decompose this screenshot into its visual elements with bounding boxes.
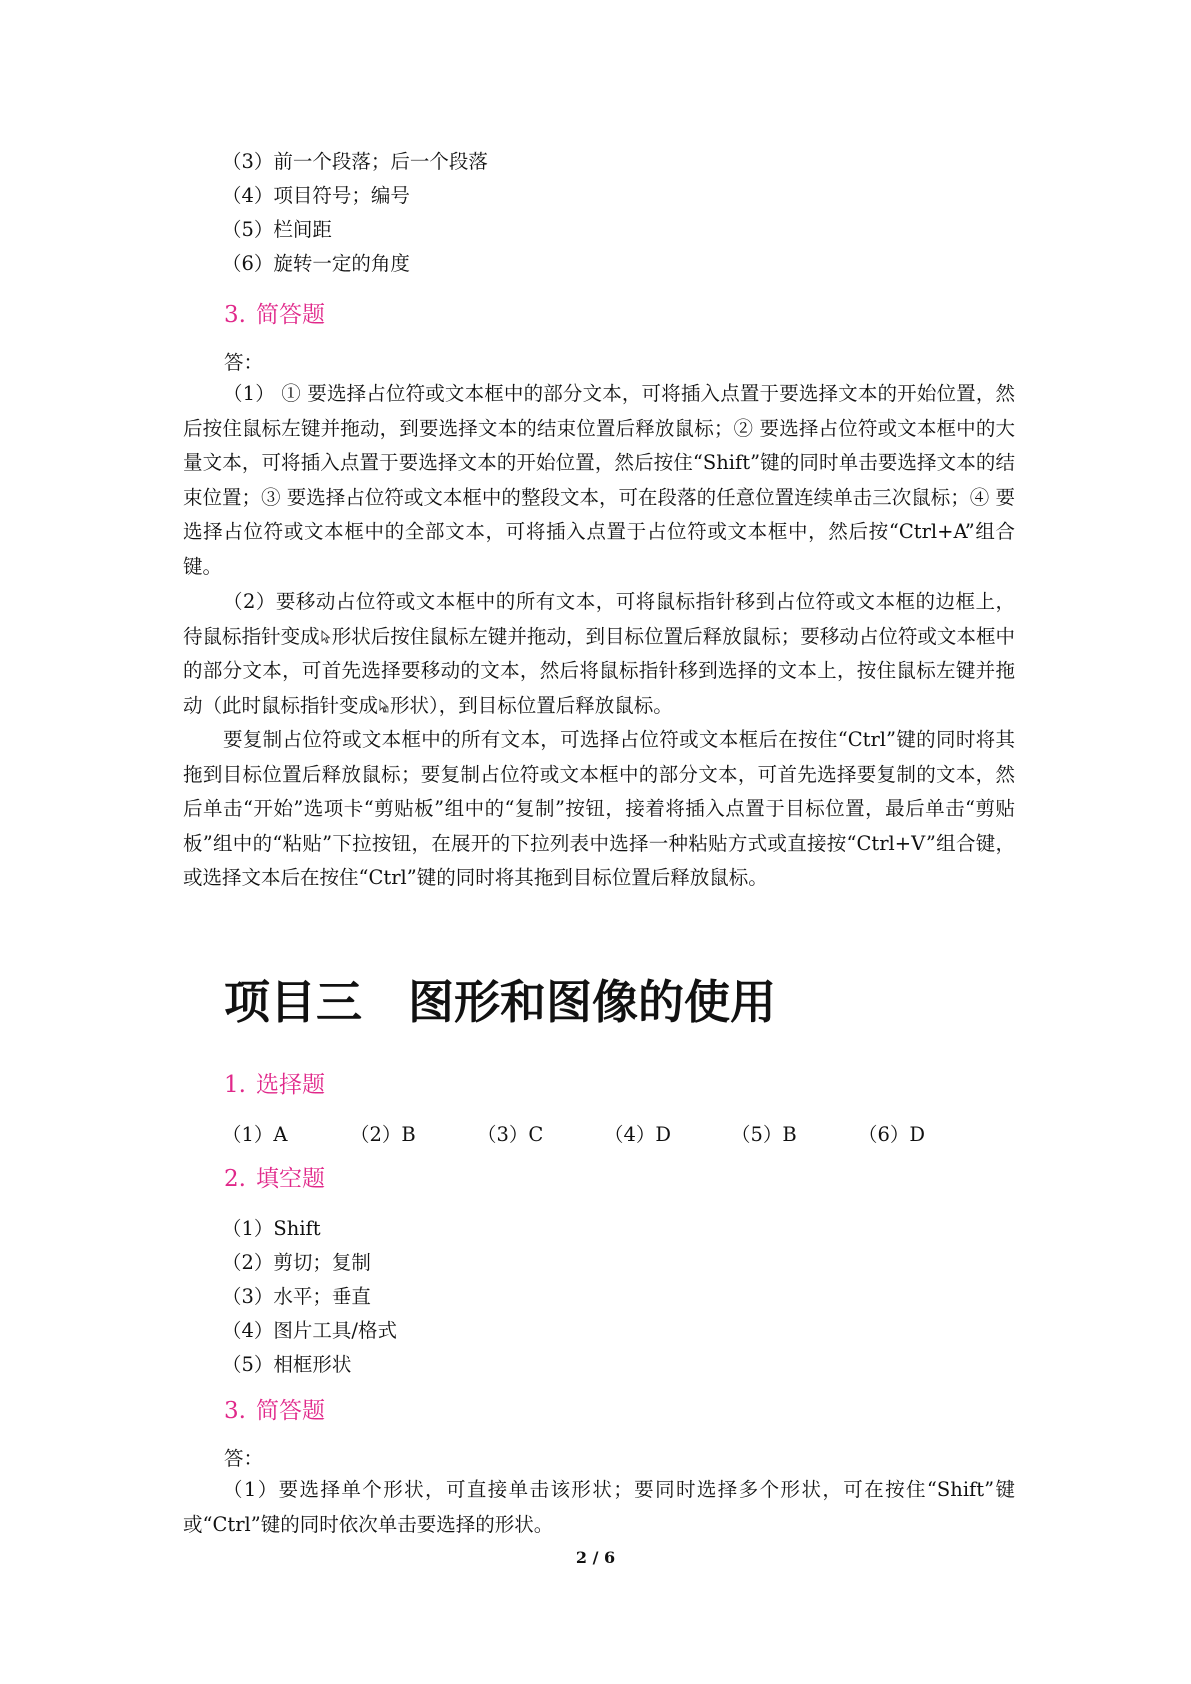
drag-cursor-icon bbox=[379, 699, 389, 713]
list-item: （4）项目符号；编号 bbox=[222, 184, 410, 207]
paragraph-move-text bbox=[183, 585, 1015, 723]
list-item: （1）Shift bbox=[222, 1217, 321, 1240]
section-label: 填空题 bbox=[255, 1166, 325, 1192]
fill-answers-list bbox=[222, 1212, 397, 1382]
list-item: （6）旋转一定的角度 bbox=[222, 252, 410, 275]
answer-label: 答： bbox=[224, 351, 264, 374]
choice-answer: （1）A bbox=[222, 1123, 288, 1146]
choice-answer: （3）C bbox=[477, 1123, 544, 1146]
list-item: （3）前一个段落；后一个段落 bbox=[222, 150, 488, 173]
para-segment: （2）要移动占位符或文本框中的所有文本，可将鼠标指针移到占位符或文本框的边框上，待鼠标指针变成 bbox=[183, 590, 1015, 648]
section-number: 3. bbox=[224, 1398, 246, 1424]
section-heading-fill-blank bbox=[224, 1160, 325, 1193]
paragraph-select-text: （1） ① 要选择占位符或文本框中的部分文本，可将插入点置于要选择文本的开始位置，然后按住鼠标左键并拖动，到要选择文本的结束位置后释放鼠标；② 要选择占位符或文本框中的大量文本，可将插入点置于要选择文本的开始位置，然后按住“Shift”键的同时单击要选择文本的结束位置；③ 要选择占位符或文本框中的整段文本，可在段落的任意位置连续单击三次鼠标；④ 要选择占位符或文本框中的全部文本，可将插入点置于占位符或文本框中，然后按“Ctrl+A”组合键。 bbox=[183, 382, 1015, 578]
page-number: 2 / 6 bbox=[575, 1548, 616, 1567]
section-label: 简答题 bbox=[255, 302, 325, 328]
section-number: 3. bbox=[224, 302, 246, 328]
section-heading-short-answer-2 bbox=[224, 1392, 325, 1425]
choice-answer: （4）D bbox=[604, 1123, 672, 1146]
list-item: （4）图片工具/格式 bbox=[222, 1319, 397, 1342]
answer-label: 答： bbox=[224, 1447, 264, 1470]
section-number: 1. bbox=[224, 1072, 246, 1098]
project-name: 图形和图像的使用 bbox=[408, 975, 776, 1029]
section-label: 选择题 bbox=[255, 1072, 325, 1098]
paragraph-select-shape: （1）要选择单个形状，可直接单击该形状；要同时选择多个形状，可在按住“Shift”键或“Ctrl”键的同时依次单击要选择的形状。 bbox=[183, 1478, 1015, 1536]
project-title bbox=[224, 966, 776, 1032]
choice-answer: （5）B bbox=[731, 1123, 797, 1146]
list-item: （2）剪切；复制 bbox=[222, 1251, 371, 1274]
list-item: （5）栏间距 bbox=[222, 218, 332, 241]
section-heading-short-answer bbox=[224, 296, 325, 329]
paragraph-copy-text: 要复制占位符或文本框中的所有文本，可选择占位符或文本框后在按住“Ctrl”键的同时将其拖到目标位置后释放鼠标；要复制占位符或文本框中的部分文本，可首先选择要复制的文本，然后单击“开始”选项卡“剪贴板”组中的“复制”按钮，接着将插入点置于目标位置，最后单击“剪贴板”组中的“粘贴”下拉按钮，在展开的下拉列表中选择一种粘贴方式或直接按“Ctrl+V”组合键，或选择文本后在按住“Ctrl”键的同时将其拖到目标位置后释放鼠标。 bbox=[183, 728, 1015, 890]
list-item: （5）相框形状 bbox=[222, 1353, 352, 1376]
list-item: （3）水平；垂直 bbox=[222, 1285, 371, 1308]
para-segment: 形状），到目标位置后释放鼠标。 bbox=[390, 693, 673, 717]
section-label: 简答题 bbox=[255, 1398, 325, 1424]
para-segment: 形状后按住鼠标左键并拖动，到目标位置后释放鼠标；要移动占位符或文本框中的部分文本，可首先选择要移动的文本，然后将鼠标指针移到选择的文本上，按住鼠标左键并拖动（此时鼠标指针变成 bbox=[183, 624, 1015, 717]
choice-answer: （2）B bbox=[350, 1123, 416, 1146]
section-number: 2. bbox=[224, 1166, 246, 1192]
choice-answer: （6）D bbox=[858, 1123, 926, 1146]
move-cursor-icon bbox=[321, 630, 331, 644]
project-number: 项目三 bbox=[224, 975, 362, 1029]
section-heading-choice bbox=[224, 1066, 325, 1099]
fill-answers-list-top bbox=[222, 145, 488, 281]
